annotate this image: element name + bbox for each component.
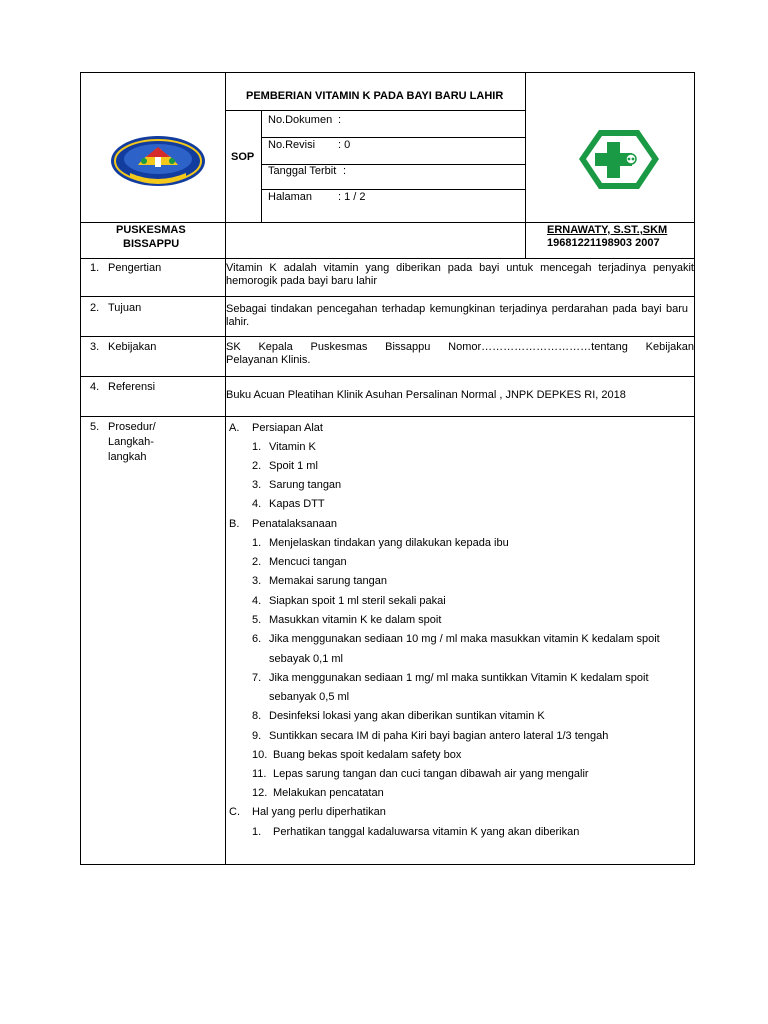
list-item-number: 2. (252, 556, 262, 568)
row-line (80, 336, 695, 337)
list-item-number: 1. (252, 537, 262, 549)
regency-emblem (110, 135, 206, 187)
section-label-prosedur: Prosedur/ (108, 421, 156, 433)
list-item-number: 1. (252, 441, 262, 453)
list-item: Jika menggunakan sediaan 10 mg / ml maka masukkan vitamin K kedalam spoit (269, 633, 660, 645)
list-item: Desinfeksi lokasi yang akan diberikan suntikan vitamin K (269, 710, 545, 722)
field-value-no-dokumen: : (338, 114, 342, 126)
table-border-right (694, 72, 695, 865)
field-line (261, 137, 525, 138)
list-item: Spoit 1 ml (269, 460, 318, 472)
field-label-tanggal-terbit: Tanggal Terbit (268, 165, 337, 177)
header-bottom-line (80, 258, 695, 259)
list-item-number: 10. (252, 749, 268, 761)
field-label-no-dokumen: No.Dokumen (268, 114, 333, 126)
table-border-top (80, 72, 695, 73)
list-item-number: 2. (252, 460, 262, 472)
list-item-number: 4. (252, 498, 262, 510)
section-text-line: Vitamin K adalah vitamin yang diberikan pada bayi untuk mencegah terjadinya penyakit (226, 262, 694, 274)
section-label-kebijakan: Kebijakan (108, 341, 157, 353)
list-item: Menjelaskan tindakan yang dilakukan kepada ibu (269, 537, 509, 549)
table-border-bottom (80, 864, 695, 865)
list-item-number: 9. (252, 730, 262, 742)
row-line (80, 296, 695, 297)
list-item-continuation: sebayak 0,1 ml (269, 653, 343, 665)
row-line (80, 416, 695, 417)
list-item: Masukkan vitamin K ke dalam spoit (269, 614, 442, 626)
list-item: Vitamin K (269, 441, 316, 453)
section-label-prosedur: langkah (108, 451, 147, 463)
list-item: Perhatikan tanggal kadaluwarsa vitamin K yang akan diberikan (273, 826, 580, 838)
header-row-line (80, 222, 695, 223)
org-name-line1: PUSKESMAS (116, 224, 186, 236)
list-item: Memakai sarung tangan (269, 575, 388, 587)
list-item-number: 3. (252, 575, 262, 587)
section-number: 4. (90, 381, 100, 393)
procedure-letter: A. (229, 422, 240, 434)
field-value-no-revisi: : 0 (338, 139, 351, 151)
field-value-tanggal-terbit: : (343, 165, 347, 177)
sop-label: SOP (231, 151, 255, 163)
column-divider (225, 72, 226, 865)
section-text-line: SK Kepala Puskesmas Bissappu Nomor…………………………tentang Kebijakan (226, 341, 694, 353)
list-item-number: 5. (252, 614, 262, 626)
section-text-line: Buku Acuan Pleatihan Klinik Asuhan Persalinan Normal , JNPK DEPKES RI, 2018 (226, 389, 626, 401)
list-item-number: 7. (252, 672, 262, 684)
list-item-number: 12. (252, 787, 268, 799)
list-item-number: 3. (252, 479, 262, 491)
list-item: Buang bekas spoit kedalam safety box (273, 749, 462, 761)
list-item: Siapkan spoit 1 ml steril sekali pakai (269, 595, 446, 607)
list-item: Sarung tangan (269, 479, 342, 491)
list-item: Jika menggunakan sediaan 1 mg/ ml maka suntikkan Vitamin K kedalam spoit (269, 672, 649, 684)
procedure-letter: C. (229, 806, 240, 818)
puskesmas-logo (577, 127, 661, 192)
section-number: 1. (90, 262, 100, 274)
procedure-heading: Hal yang perlu diperhatikan (252, 806, 386, 818)
list-item-number: 6. (252, 633, 262, 645)
list-item: Mencuci tangan (269, 556, 347, 568)
list-item-number: 11. (252, 768, 267, 780)
field-line (261, 189, 525, 190)
section-label-prosedur: Langkah- (108, 436, 154, 448)
signer-nip: 19681221198903 2007 (547, 237, 660, 249)
sop-divider (261, 110, 262, 222)
procedure-letter: B. (229, 518, 240, 530)
list-item: Suntikkan secara IM di paha Kiri bayi bagian antero lateral 1/3 tengah (269, 730, 609, 742)
section-label-referensi: Referensi (108, 381, 156, 393)
section-text-line: Pelayanan Klinis. (226, 354, 311, 366)
table-border-left (80, 72, 81, 865)
list-item-number: 4. (252, 595, 262, 607)
section-label-pengertian: Pengertian (108, 262, 162, 274)
list-item: Melakukan pencatatan (273, 787, 384, 799)
list-item: Lepas sarung tangan dan cuci tangan dibawah air yang mengalir (273, 768, 589, 780)
list-item: Kapas DTT (269, 498, 325, 510)
procedure-heading: Penatalaksanaan (252, 518, 338, 530)
list-item-continuation: sebanyak 0,5 ml (269, 691, 350, 703)
section-number: 2. (90, 302, 100, 314)
section-text-line: lahir. (226, 316, 250, 328)
org-name-line2: BISSAPPU (123, 238, 180, 250)
document-title: PEMBERIAN VITAMIN K PADA BAYI BARU LAHIR (246, 90, 504, 102)
signer-name: ERNAWATY, S.ST.,SKM (547, 224, 668, 236)
section-number: 5. (90, 421, 100, 433)
section-text-line: hemorogik pada bayi baru lahir (226, 275, 378, 287)
procedure-heading: Persiapan Alat (252, 422, 323, 434)
list-item-number: 8. (252, 710, 262, 722)
title-underline (225, 110, 525, 111)
row-line (80, 376, 695, 377)
header-right-divider (525, 72, 526, 258)
field-label-no-revisi: No.Revisi (268, 139, 316, 151)
section-text-line: Sebagai tindakan pencegahan terhadap kemungkinan terjadinya perdarahan pada bayi baru (226, 303, 688, 315)
section-label-tujuan: Tujuan (108, 302, 142, 314)
section-number: 3. (90, 341, 100, 353)
field-value-halaman: : 1 / 2 (338, 191, 366, 203)
list-item-number: 1. (252, 826, 262, 838)
field-label-halaman: Halaman (268, 191, 313, 203)
